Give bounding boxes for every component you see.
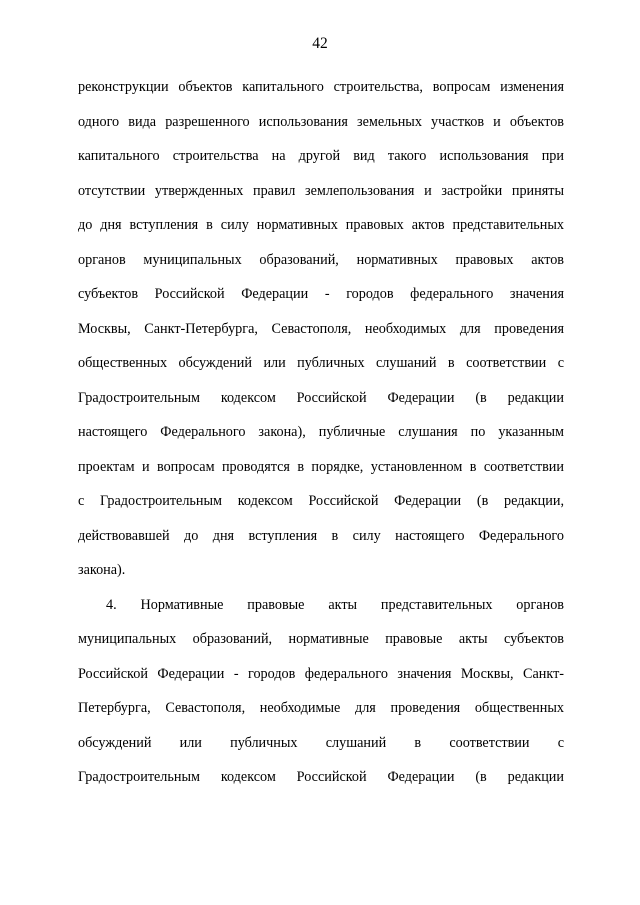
text-line: реконструкции объектов капитального строительства, вопросам изменения xyxy=(78,79,564,95)
text-line: субъектов Российской Федерации - городов федерального значения xyxy=(78,286,564,302)
page-number: 42 xyxy=(312,35,328,52)
text-line: Москвы, Санкт-Петербурга, Севастополя, необходимых для проведения xyxy=(78,320,564,337)
text-line: одного вида разрешенного использования земельных участков и объектов xyxy=(78,113,564,130)
text-line: до дня вступления в силу нормативных правовых актов представительных xyxy=(78,217,564,233)
paragraph-2 xyxy=(78,588,564,795)
paragraph-1 xyxy=(78,70,564,588)
text-line: 4. Нормативные правовые акты представительных органов xyxy=(106,596,564,613)
document-body xyxy=(78,70,564,795)
text-line: проектам и вопросам проводятся в порядке, установленном в соответствии xyxy=(78,458,564,475)
text-line: муниципальных образований, нормативные правовые акты субъектов xyxy=(78,631,564,647)
text-line: органов муниципальных образований, нормативных правовых актов xyxy=(78,251,564,268)
text-line: капитального строительства на другой вид такого использования при xyxy=(78,148,564,164)
text-line: Градостроительным кодексом Российской Федерации (в редакции xyxy=(78,769,564,785)
text-line: настоящего Федерального закона), публичные слушания по указанным xyxy=(78,424,564,440)
text-line: Градостроительным кодексом Российской Федерации (в редакции xyxy=(78,389,564,406)
text-line: общественных обсуждений или публичных слушаний в соответствии с xyxy=(78,355,564,371)
text-line: действовавшей до дня вступления в силу настоящего Федерального xyxy=(78,527,564,544)
text-line: отсутствии утвержденных правил землепользования и застройки приняты xyxy=(78,182,564,199)
text-line: Петербурга, Севастополя, необходимые для проведения общественных xyxy=(78,700,564,716)
text-line: Российской Федерации - городов федерального значения Москвы, Санкт- xyxy=(78,665,564,682)
text-line: обсуждений или публичных слушаний в соответствии с xyxy=(78,734,564,751)
text-line: закона). xyxy=(78,562,126,578)
text-line: с Градостроительным кодексом Российской Федерации (в редакции, xyxy=(78,493,564,509)
